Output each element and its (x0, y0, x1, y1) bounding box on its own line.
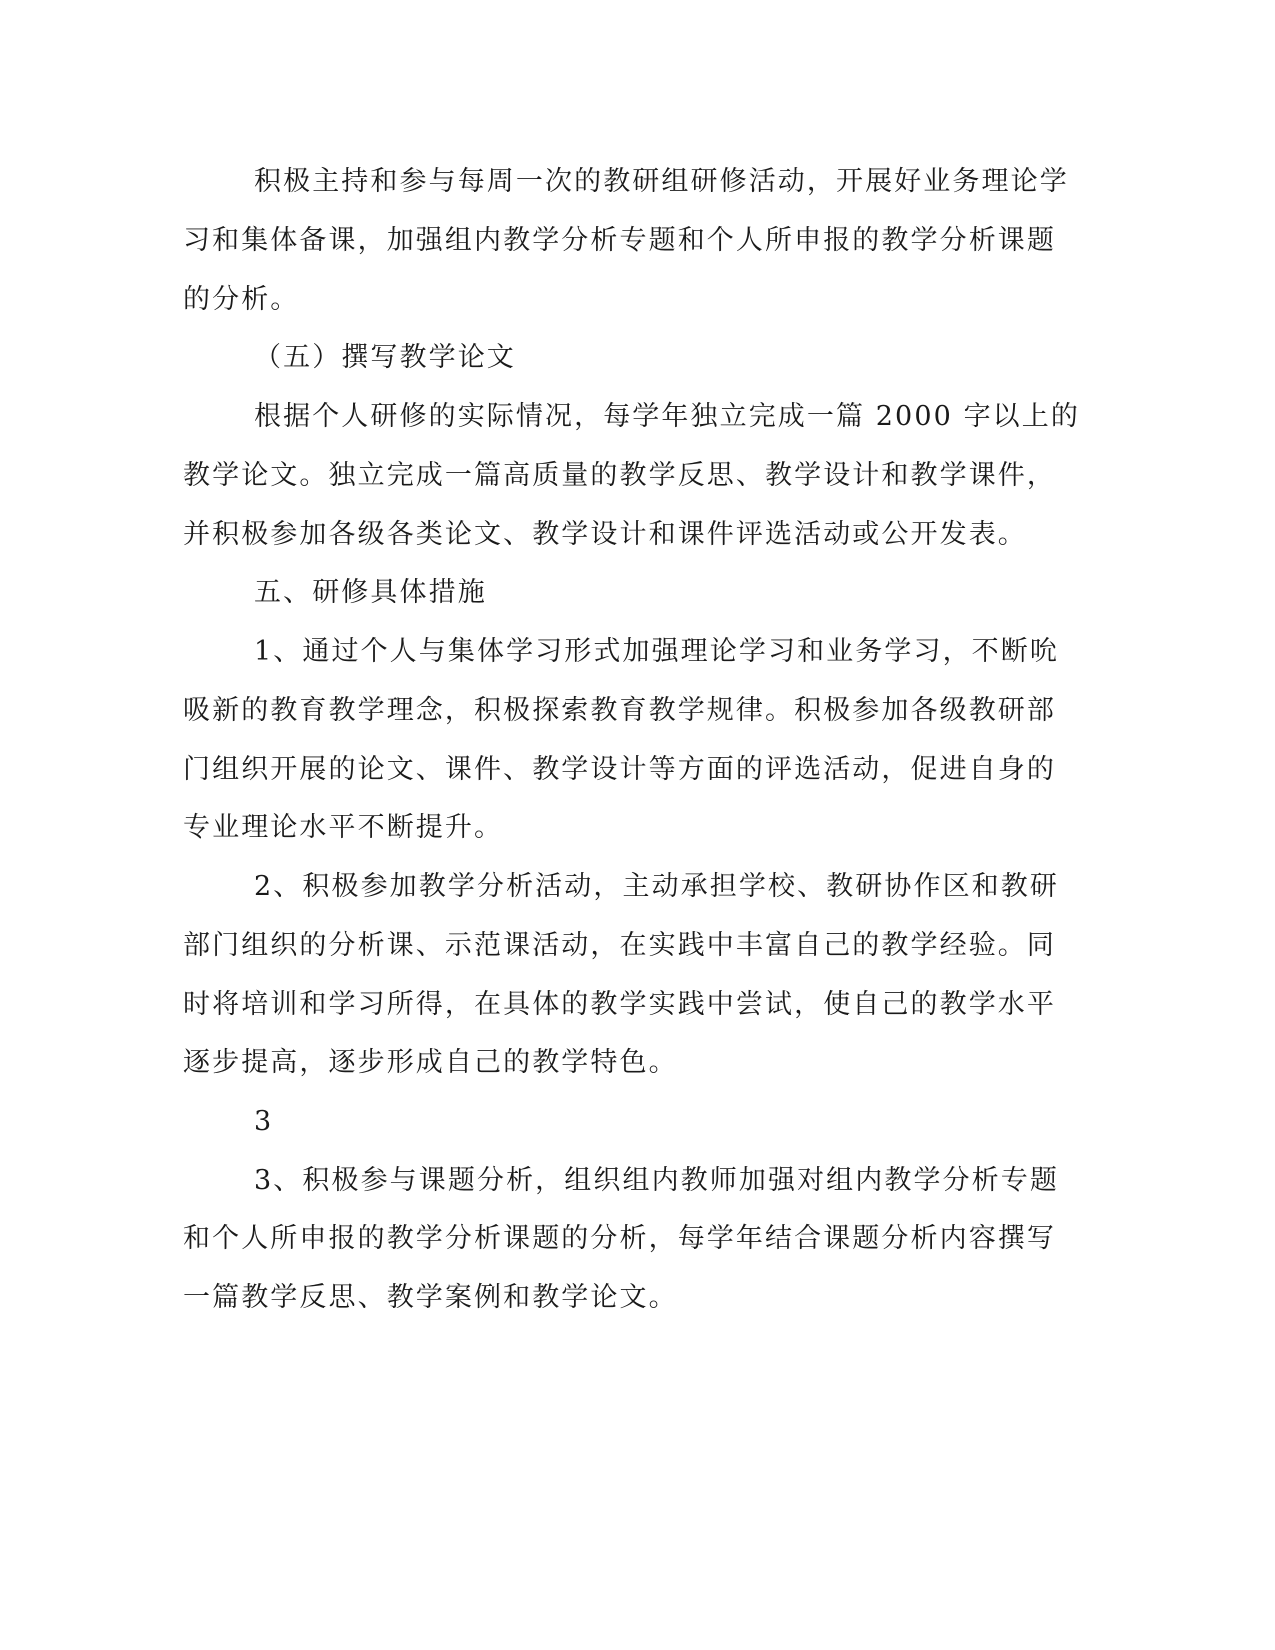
paragraph-line: 时将培训和学习所得，在具体的教学实践中尝试，使自己的教学水平 (183, 989, 1056, 1020)
paragraph-line: 习和集体备课，加强组内教学分析专题和个人所申报的教学分析课题 (183, 225, 1056, 256)
paragraph-line: 1、通过个人与集体学习形式加强理论学习和业务学习，不断吮 (254, 636, 1059, 667)
page-number: 3 (254, 1106, 274, 1137)
paragraph-line: 吸新的教育教学理念，积极探索教育教学规律。积极参加各级教研部 (183, 695, 1056, 726)
paragraph-line: 教学论文。独立完成一篇高质量的教学反思、教学设计和教学课件， (183, 460, 1056, 491)
paragraph-line: 门组织开展的论文、课件、教学设计等方面的评选活动，促进自身的 (183, 754, 1056, 785)
paragraph-line: 根据个人研修的实际情况，每学年独立完成一篇 2000 字以上的 (254, 401, 1080, 432)
section-heading: 五、研修具体措施 (254, 577, 487, 608)
paragraph-line: 3、积极参与课题分析，组织组内教师加强对组内教学分析专题 (254, 1165, 1059, 1196)
paragraph-line: 一篇教学反思、教学案例和教学论文。 (183, 1282, 678, 1313)
paragraph-line: 部门组织的分析课、示范课活动，在实践中丰富自己的教学经验。同 (183, 930, 1056, 961)
paragraph-line: 专业理论水平不断提升。 (183, 812, 504, 843)
paragraph-line: 的分析。 (183, 284, 300, 315)
paragraph-line: 积极主持和参与每周一次的教研组研修活动，开展好业务理论学 (254, 166, 1069, 197)
paragraph-line: 和个人所申报的教学分析课题的分析，每学年结合课题分析内容撰写 (183, 1223, 1056, 1254)
paragraph-line: 并积极参加各级各类论文、教学设计和课件评选活动或公开发表。 (183, 519, 1027, 550)
section-heading: （五）撰写教学论文 (254, 342, 516, 373)
paragraph-line: 2、积极参加教学分析活动，主动承担学校、教研协作区和教研 (254, 871, 1059, 902)
paragraph-line: 逐步提高，逐步形成自己的教学特色。 (183, 1047, 678, 1078)
